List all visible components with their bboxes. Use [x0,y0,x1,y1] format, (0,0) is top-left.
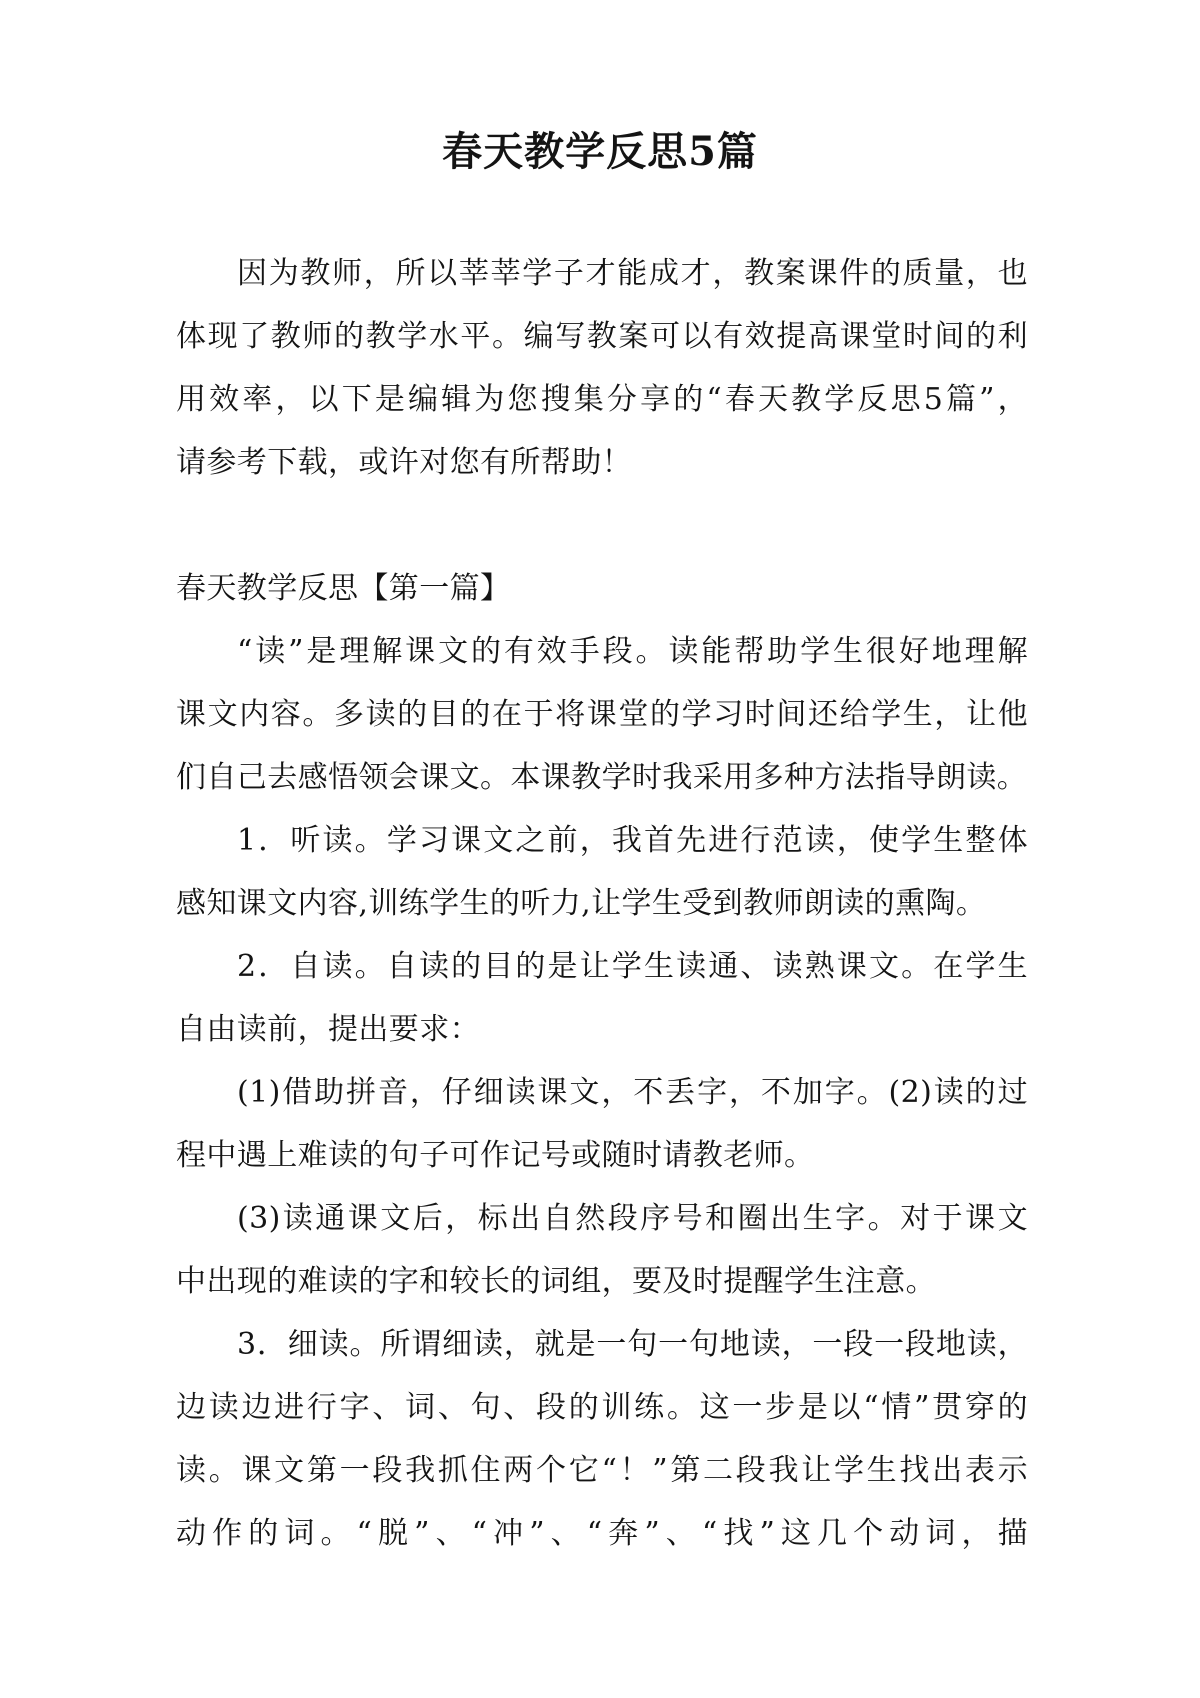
body-line: 读。课文第一段我抓住两个它“！”第二段我让学生找出表示 [176,1453,1028,1488]
body-line: 课文内容。多读的目的在于将课堂的学习时间还给学生，让他 [176,697,1028,732]
intro-line: 因为教师，所以莘莘学子才能成才，教案课件的质量，也 [237,256,1028,291]
intro-line: 体现了教师的教学水平。编写教案可以有效提高课堂时间的利 [176,319,1028,354]
body-line: “读”是理解课文的有效手段。读能帮助学生很好地理解 [237,634,1028,669]
intro-line: 请参考下载，或许对您有所帮助！ [176,445,632,480]
paragraph-spacer [176,494,1028,557]
document-title: 春天教学反思5篇 [442,128,758,175]
body-line: 边读边进行字、词、句、段的训练。这一步是以“情”贯穿的 [176,1390,1028,1425]
body-line: (1)借助拼音，仔细读课文，不丢字，不加字。(2)读的过 [237,1075,1028,1110]
body-line: 们自己去感悟领会课文。本课教学时我采用多种方法指导朗读。 [176,760,1028,795]
section-heading: 春天教学反思【第一篇】 [176,571,511,606]
body-line: 1．听读。学习课文之前，我首先进行范读，使学生整体 [237,823,1028,858]
document-body [176,242,1028,1565]
body-line: 感知课文内容,训练学生的听力,让学生受到教师朗读的熏陶。 [176,886,987,921]
intro-line: 用效率，以下是编辑为您搜集分享的“春天教学反思5篇”， [176,382,1028,417]
body-line: 2．自读。自读的目的是让学生读通、读熟课文。在学生 [237,949,1028,984]
body-line: 3．细读。所谓细读，就是一句一句地读，一段一段地读， [237,1327,1028,1362]
body-line: 程中遇上难读的句子可作记号或随时请教老师。 [176,1138,815,1173]
body-line: 动作的词。“脱”、“冲”、“奔”、“找”这几个动词，描 [176,1516,1028,1551]
body-line: 自由读前，提出要求： [176,1012,480,1047]
body-line: 中出现的难读的字和较长的词组，要及时提醒学生注意。 [176,1264,936,1299]
body-line: (3)读通课文后，标出自然段序号和圈出生字。对于课文 [237,1201,1028,1236]
